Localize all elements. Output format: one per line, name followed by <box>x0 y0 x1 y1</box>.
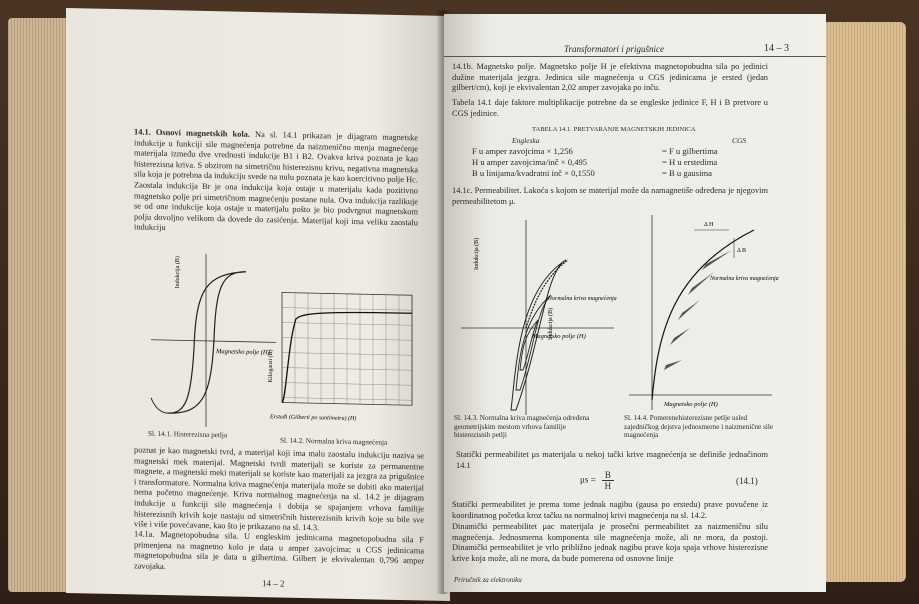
section-heading: 14.1. Osnovi magnetskih kola. <box>134 127 250 139</box>
para-dynamic-permeability: Dinamički permeabilitet μac materijala je prosečni permeabilitet za naizmeničnu silu magnećenja. Jednosmerna komponenta sile magnećenja može, ali ne mora, da postoji. Dinamički permeabilitet je vrlo približno jednak nagibu prave koja spaja vrhove histerezisne krive koja može, ali ne mora, da bude pomerena od osnovne linije <box>452 522 768 563</box>
para-static-permeability: Statički permeabilitet μs materijala u nekoj tački krive magnećenja se definiše jednačinom 14.1 <box>456 450 768 470</box>
fig3-normal-curve <box>526 260 568 328</box>
table-row: F u amper zavojcima × 1,256 = F u gilbertima <box>472 146 718 156</box>
fig2-grid <box>282 293 412 406</box>
table-col-left: Engleska <box>512 136 540 145</box>
para-magnetic-field: 14.1b. Magnetsko polje. Magnetsko polje H je efektivna magnetopobudna sila po jedinici dužine materijala jezgra. Jedinica sile magnećenja u CGS jedinicama je ersted (jedan gilbert/cm), koji je ekvivalentan 2,02 amper zavojaka po inču. <box>452 62 768 93</box>
displaced-loops-figure <box>548 210 779 420</box>
equation-numerator: B <box>602 470 614 481</box>
intro-paragraph: Na sl. 14.1 prikazan je dijagram magnetske indukcije u funkciji sile magnećenja potrebne da naizmenično menja magnećenje materijala između dve vrednosti indukcije B1 i B2. Ovakva kriva poznata je kao histerezisna kriva. S obzirom na simetričnu histerezisnu krivu, negativna magnetska sila koja je potrebna da indukciju svede na nulu poznata je kao koercitivno polje Hc. Zaostala indukcija Br je ona indukcija koja ostaje u materijalu kada pozitivno magnetsko polje pri simetričnom magnećenju postane nula. Ova indukcija razlikuje se od one indukcije koja ostaje u materijalu pošto je bio podvrgnut magnetskom polju dovoljno velikom da dovede do zasićenja. Materijal koji ima veliku zaostalu indukciju <box>134 129 419 233</box>
right-page <box>444 14 826 592</box>
fig2-y-label: Kilogausi (B) <box>268 349 274 383</box>
fig1-caption: Sl. 14.1. Histerezisna petlja <box>148 429 228 440</box>
fig4-normal-curve <box>652 230 754 400</box>
normal-curve-figure <box>262 282 422 435</box>
fig3-loop-middle <box>516 295 551 390</box>
book-page-edges-right <box>824 22 906 582</box>
running-title: Transformatori i prigušnice <box>564 44 665 54</box>
footer-book-title: Priručnik za elektroniku <box>454 576 522 584</box>
fig1-y-label: Indukcija (B) <box>175 256 181 289</box>
para-table-intro: Tabela 14.1 daje faktore multiplikacije potrebne da se engleske jedinice F, H i B pretvore u CGS jedinice. <box>452 98 768 118</box>
fig4-loop <box>670 328 690 345</box>
subsection-paragraph: 14.1a. Magnetopobudna sila. U engleskim jedinicama magnetopobudna sila F primenjena na magnetno kolo je data u amper zavojcima; u CGS jedinicama magnetopobudna sila je data u gilbertima. Gilbert je ekvivalentan 0,796 amper zavojaka. <box>134 529 424 571</box>
conversion-table <box>472 124 772 179</box>
fig4-caption: Sl. 14.4. Pomerenehisterezisne petlje usled zajedničkog dejstva jednosmerne i naizmenične sile magnećenja <box>624 414 774 440</box>
header-rule <box>444 56 826 57</box>
equation-number: (14.1) <box>736 476 758 486</box>
fig1-loop-tail <box>151 398 168 413</box>
table-row: H u amper zavojcima/inč × 0,495 = H u erstedima <box>472 157 718 167</box>
fig3-y-label: Indukcija (B) <box>474 237 480 270</box>
fig4-x-label: Magnetsko polje (H) <box>664 401 718 408</box>
fig4-curve-label: Normalna kriva magnećenja <box>710 276 779 282</box>
fig1-x-label: Magnetsko polje (H) <box>216 348 270 357</box>
fig4-loop <box>664 360 682 370</box>
table-row: B u linijama/kvadratni inč × 0,1550 = B u gausima <box>472 168 712 178</box>
fig4-delta-h: Δ H <box>704 222 714 228</box>
fig2-x-label: Ersteđi (Gilberti po santimetru) (H) <box>270 414 357 423</box>
fig4-loop <box>678 300 700 320</box>
left-page-number: 14 – 2 <box>262 578 285 589</box>
left-page <box>66 8 450 601</box>
fig3-x-label: Magnetsko polje (H) <box>532 333 586 340</box>
equation-14-1 <box>580 470 614 491</box>
table-col-right: CGS <box>732 136 747 145</box>
table-title: TABELA 14.1. PRETVARANJE MAGNETSKIH JEDINICA <box>532 126 696 133</box>
equation-lhs: μs = <box>580 474 596 485</box>
fig4-delta-b: Δ B <box>737 248 747 254</box>
fig4-y-label: Indukcija (B) <box>548 307 554 340</box>
fig3-curve-label: Normalna kriva magnećenja <box>548 296 617 302</box>
fig1-hysteresis-loop <box>168 270 246 415</box>
para-permeability: 14.1c. Permeabilitet. Lakoća s kojom se materijal može da namagnetiše određena je njegovim permeabilitetom μ. <box>452 186 768 206</box>
left-body-paragraph: poznat je kao magnetski tvrd, a materijal koji ima malu zaostalu indukciju naziva se magnetski mek materijal. Magnetski tvrdi materijali se koriste za permanentne magnete, a magnetski meki materijali se koriste kao materijali za jezgra za prigušnice i transformatore. Normalna kriva magnećenja materijala može se dobiti ako materijal nema početno magnećenje. Kriva normalnog magnećenja na sl. 14.2 je dijagram indukcije u funkciji sile magnećenja i dobija se spajanjem vrhova familije histerezisnih krivih koje nastaju od simetričnih histerezisnih krivih koje su bile sve više i više povećavane, kao što je prikazano na sl. 14.3. <box>134 445 424 533</box>
family-loops-figure <box>456 210 616 420</box>
fig3-caption: Sl. 14.3. Normalna kriva magnećenja određena geometrijskim mestom vrhova familije histerezisnih petlji <box>454 414 590 440</box>
left-intro-block <box>134 127 418 239</box>
fig2-caption: Sl. 14.2. Normalna kriva magnećenja <box>280 436 388 447</box>
right-page-number: 14 – 3 <box>764 43 789 54</box>
para-after-equation: Statički permeabilitet je prema tome jednak nagibu (gausa po erstedu) prave povučene iz koordinatnog početka kroz tačku na normalnoj krivi magnećenja na sl. 14.2. <box>452 500 768 520</box>
equation-denominator: H <box>604 481 612 491</box>
